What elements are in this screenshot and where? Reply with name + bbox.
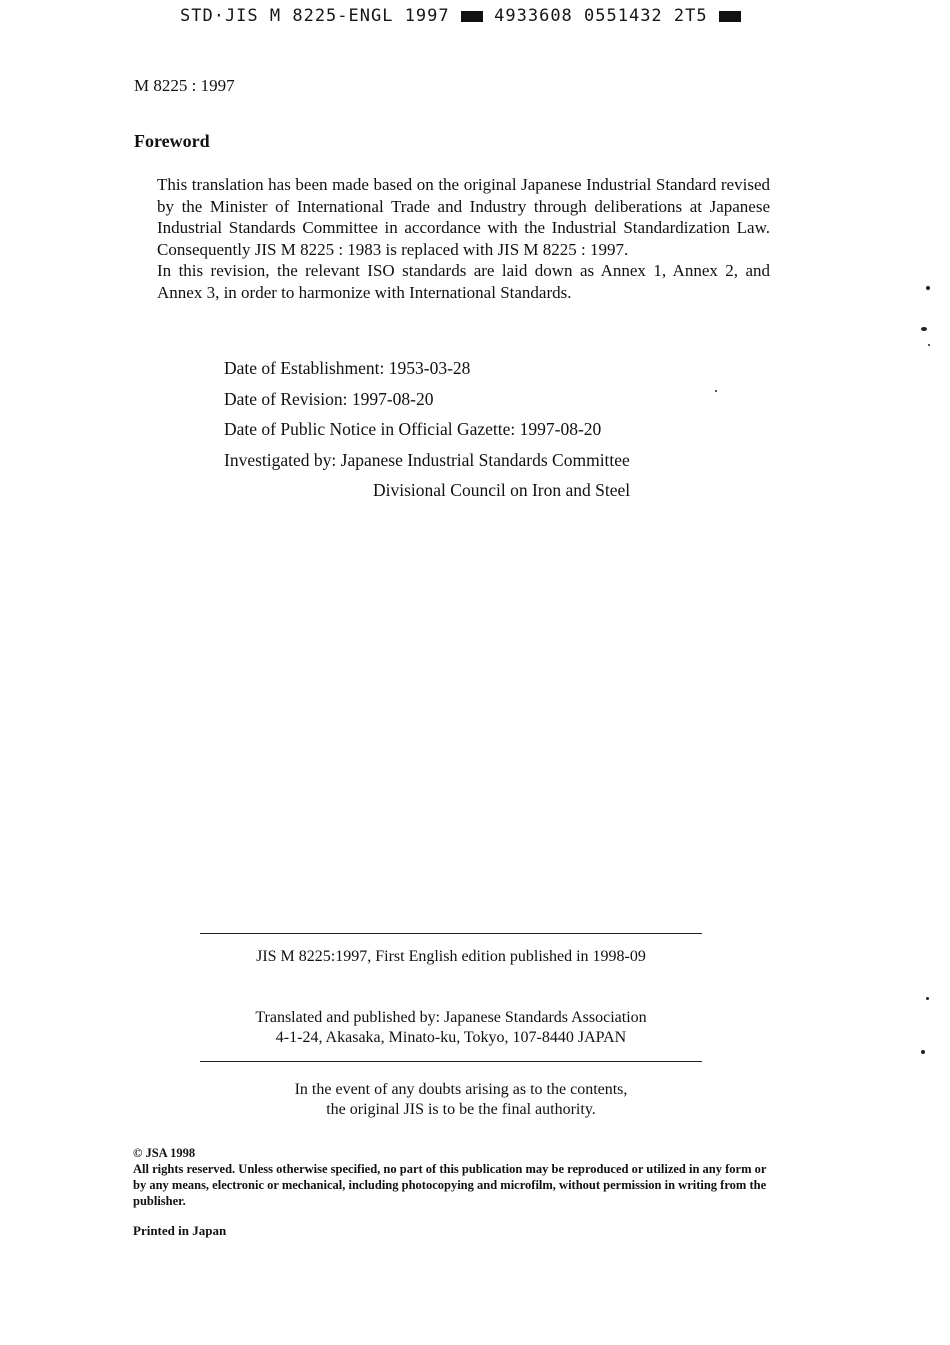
publisher-line-2: 4-1-24, Akasaka, Minato-ku, Tokyo, 107-8440 JAPAN xyxy=(275,1029,627,1046)
block-mark-2 xyxy=(719,11,741,22)
printed-in: Printed in Japan xyxy=(133,1223,227,1238)
divider-top xyxy=(200,933,702,934)
authority-notice-line-1: In the event of any doubts arising as to the contents, xyxy=(294,1081,628,1098)
publisher-block xyxy=(200,1008,702,1048)
scan-speck xyxy=(928,344,930,346)
authority-notice xyxy=(200,1080,722,1120)
investigated-row xyxy=(224,445,630,476)
investigated-row-2 xyxy=(224,475,630,506)
rights-statement: All rights reserved. Unless otherwise specified, no part of this publication may be reproduced or utilized in any form or by any means, electronic or mechanical, including photocopying and microfilm, without permission in writing from the publisher. xyxy=(133,1162,767,1208)
investigated-line-1: Japanese Industrial Standards Committee xyxy=(340,449,630,470)
establishment-label: Date of Establishment: xyxy=(224,358,385,378)
public-notice-label: Date of Public Notice in Official Gazette: xyxy=(224,419,516,439)
block-mark-1 xyxy=(461,11,483,22)
foreword-paragraph-1: This translation has been made based on the original Japanese Industrial Standard revised by the Minister of International Trade and Industry through deliberations at Japanese Industrial Standards Committee in accordance with the Industrial Standardization Law. Consequently JIS M 8225 : 1983 is replaced with JIS M 8225 : 1997. xyxy=(157,175,770,259)
foreword-heading: Foreword xyxy=(134,131,210,151)
copyright-line: © JSA 1998 xyxy=(133,1146,196,1160)
copyright-block xyxy=(133,1145,773,1209)
scan-header-left: STD·JIS M 8225-ENGL 1997 xyxy=(180,6,450,26)
edition-line: JIS M 8225:1997, First English edition published in 1998-09 xyxy=(256,948,646,965)
scan-speck xyxy=(921,1050,925,1054)
scan-speck xyxy=(921,327,927,331)
scan-speck xyxy=(926,286,930,290)
dates-block xyxy=(224,353,630,506)
establishment-value: 1953-03-28 xyxy=(388,358,471,378)
public-notice-value: 1997-08-20 xyxy=(519,419,602,439)
foreword-paragraph-2: In this revision, the relevant ISO standards are laid down as Annex 1, Annex 2, and Annex 3, in order to harmonize with International Standards. xyxy=(157,261,770,302)
revision-value: 1997-08-20 xyxy=(351,388,434,409)
scan-header xyxy=(180,6,741,26)
scan-speck xyxy=(715,390,717,392)
investigated-line-2: Divisional Council on Iron and Steel xyxy=(373,480,631,500)
authority-notice-line-2: the original JIS is to be the final authority. xyxy=(326,1101,596,1118)
revision-row xyxy=(224,384,630,415)
document-number: M 8225 : 1997 xyxy=(134,76,235,95)
establishment-row xyxy=(224,353,630,384)
foreword-body xyxy=(157,174,770,303)
revision-label: Date of Revision: xyxy=(224,388,348,409)
publisher-line-1: Translated and published by: Japanese Standards Association xyxy=(255,1009,647,1026)
investigated-label: Investigated by: xyxy=(224,449,337,470)
scan-speck xyxy=(926,997,929,1000)
public-notice-row xyxy=(224,414,630,445)
divider-bottom xyxy=(200,1061,702,1062)
scan-header-right: 4933608 0551432 2T5 xyxy=(494,6,708,26)
